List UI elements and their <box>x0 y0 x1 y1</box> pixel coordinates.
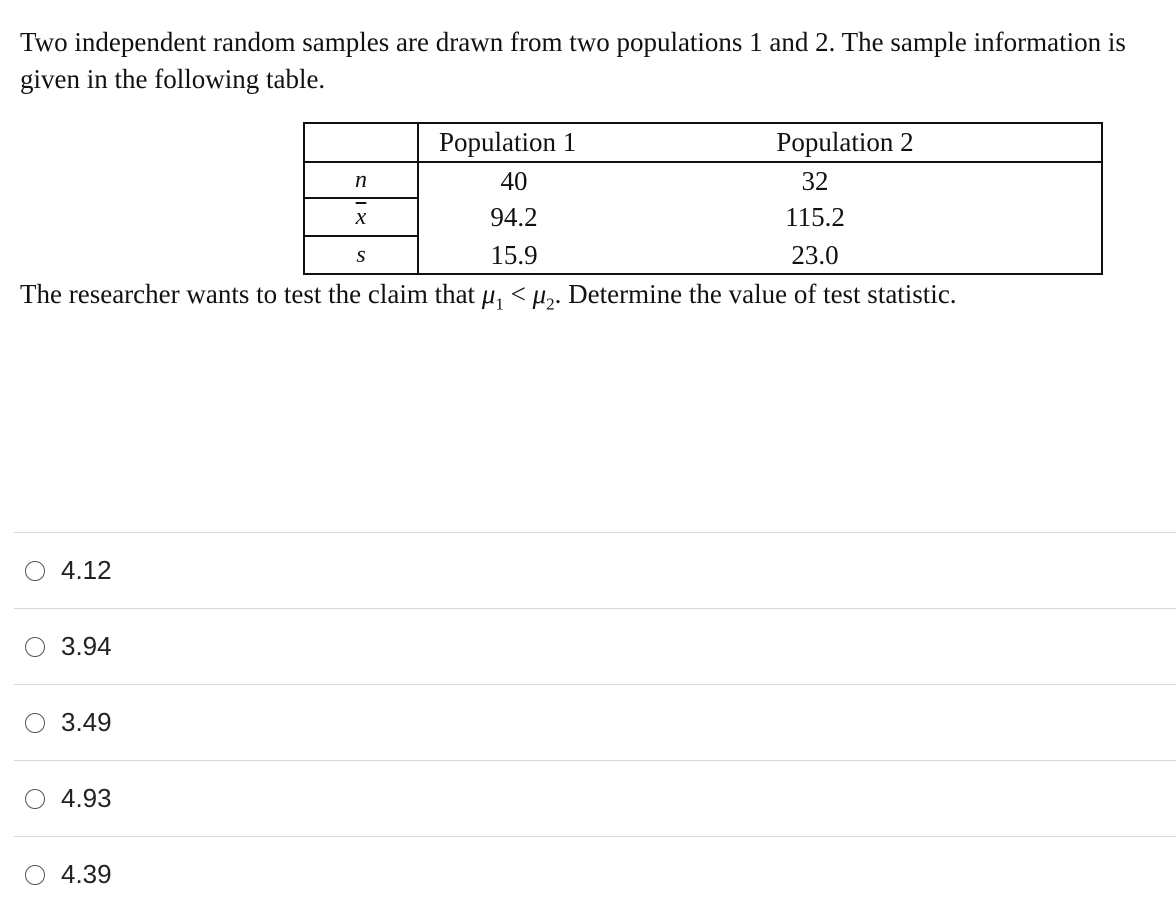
question-intro: Two independent random samples are drawn from two populations 1 and 2. The sample information is given in the following table. <box>20 27 1126 94</box>
answer-option-1[interactable] <box>14 532 1176 608</box>
cell-mean-population-1: 94.2 <box>490 202 538 232</box>
table-header-row <box>304 123 1102 162</box>
less-than-symbol: < <box>503 279 533 309</box>
mu-2-symbol: μ <box>532 279 547 309</box>
answer-option-5[interactable] <box>14 836 1176 912</box>
row-label-s: s <box>304 236 418 274</box>
table-row <box>304 198 1102 236</box>
answer-option-3[interactable] <box>14 684 1176 760</box>
claim-text <box>20 276 1170 322</box>
radio-button-icon[interactable] <box>25 561 45 581</box>
radio-button-icon[interactable] <box>25 637 45 657</box>
mu-1-symbol: μ <box>481 279 496 309</box>
claim-suffix: . Determine the value of test statistic. <box>554 279 957 309</box>
answer-options <box>14 532 1176 912</box>
cell-sd-population-1: 15.9 <box>418 236 629 274</box>
answer-option-label[interactable]: 4.93 <box>61 783 112 813</box>
claim-prefix: The researcher wants to test the claim that <box>20 279 482 309</box>
sample-info-table <box>303 122 1103 275</box>
header-population-2: Population 2 <box>629 123 1102 162</box>
cell-n-population-1: 40 <box>500 165 528 196</box>
mu-1-subscript: 1 <box>495 294 504 314</box>
answer-option-label[interactable]: 4.39 <box>61 859 112 889</box>
table-row <box>304 236 1102 274</box>
cell-n-population-2: 32 <box>629 162 1102 198</box>
mu-2-subscript: 2 <box>546 294 555 314</box>
row-label-n: n <box>304 162 418 198</box>
cell-mean-population-2: 115.2 <box>629 198 1102 236</box>
answer-option-label[interactable]: 3.94 <box>61 631 112 661</box>
table-row <box>304 162 1102 198</box>
answer-option-label[interactable]: 3.49 <box>61 707 112 737</box>
question-text <box>20 24 1170 98</box>
radio-button-icon[interactable] <box>25 865 45 885</box>
cell-sd-population-2: 23.0 <box>629 236 1102 274</box>
table-header-blank <box>304 123 418 162</box>
answer-option-4[interactable] <box>14 760 1176 836</box>
answer-option-label[interactable]: 4.12 <box>61 555 112 585</box>
radio-button-icon[interactable] <box>25 713 45 733</box>
row-label-xbar: $\overline{x}$ <box>355 204 367 230</box>
radio-button-icon[interactable] <box>25 789 45 809</box>
answer-option-2[interactable] <box>14 608 1176 684</box>
header-population-1: Population 1 <box>418 123 629 162</box>
